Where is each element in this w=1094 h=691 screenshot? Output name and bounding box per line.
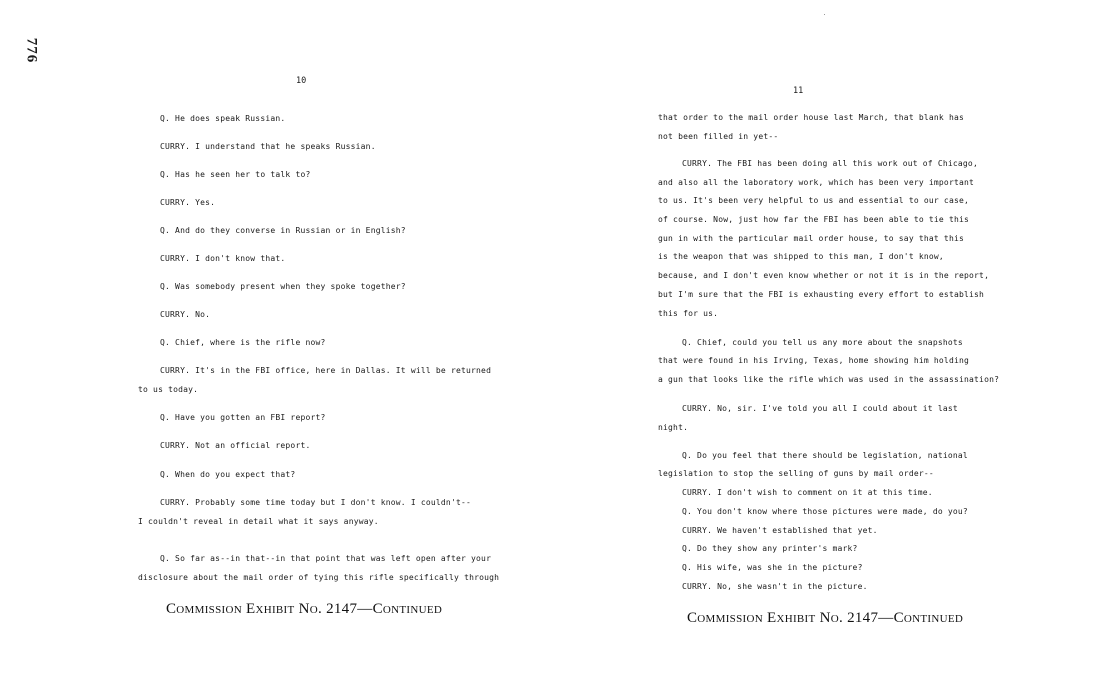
transcript-line: CURRY. We haven't established that yet. [682,526,878,535]
transcript-line: Q. So far as--in that--in that point that was left open after your [160,554,492,563]
transcript-line: CURRY. Yes. [160,198,216,207]
transcript-line: Q. And do they converse in Russian or in English? [160,226,406,235]
transcript-line: Q. Chief, where is the rifle now? [160,338,326,347]
transcript-line: CURRY. The FBI has been doing all this work out of Chicago, [682,159,978,168]
exhibit-caption: Commission Exhibit No. 2147—Continued [166,601,443,617]
transcript-line: CURRY. No, she wasn't in the picture. [682,582,868,591]
transcript-line: gun in with the particular mail order house, to say that this [658,234,965,243]
transcript-line: disclosure about the mail order of tying this rifle specifically through [138,573,500,582]
transcript-line: I couldn't reveal in detail what it says anyway. [138,517,379,526]
side-page-number: 776 [23,37,40,64]
transcript-line: this for us. [658,309,719,318]
transcript-line: legislation to stop the selling of guns by mail order-- [658,469,934,478]
transcript-line: of course. Now, just how far the FBI has been able to tie this [658,215,970,224]
transcript-line: Q. Has he seen her to talk to? [160,170,311,179]
transcript-line: CURRY. It's in the FBI office, here in Dallas. It will be returned [160,366,492,375]
transcript-line: a gun that looks like the rifle which was used in the assassination? [658,375,1000,384]
transcript-line: to us. It's been very helpful to us and essential to our case, [658,196,970,205]
page-number: 11 [793,86,804,96]
transcript-line: Q. When do you expect that? [160,470,296,479]
exhibit-caption: Commission Exhibit No. 2147—Continued [687,610,964,626]
transcript-line: because, and I don't even know whether or not it is in the report, [658,271,990,280]
transcript-line: that were found in his Irving, Texas, home showing him holding [658,356,970,365]
transcript-line: CURRY. Probably some time today but I don't know. I couldn't-- [160,498,472,507]
transcript-line: CURRY. No, sir. I've told you all I could about it last [682,404,958,413]
transcript-line: night. [658,423,689,432]
page-number: 10 [296,76,307,86]
transcript-line: Q. You don't know where those pictures were made, do you? [682,507,968,516]
transcript-line: Q. Chief, could you tell us any more about the snapshots [682,338,963,347]
transcript-line: not been filled in yet-- [658,132,779,141]
transcript-line: that order to the mail order house last March, that blank has [658,113,965,122]
transcript-line: CURRY. I understand that he speaks Russian. [160,142,376,151]
scan-speck [824,14,825,15]
transcript-line: is the weapon that was shipped to this man, I don't know, [658,252,944,261]
transcript-line: Q. He does speak Russian. [160,114,286,123]
transcript-line: Q. Was somebody present when they spoke together? [160,282,406,291]
transcript-line: Q. Do they show any printer's mark? [682,544,858,553]
transcript-line: and also all the laboratory work, which has been very important [658,178,975,187]
transcript-line: Q. Have you gotten an FBI report? [160,413,326,422]
transcript-line: CURRY. I don't wish to comment on it at this time. [682,488,933,497]
right-page [545,0,1094,691]
transcript-line: Q. His wife, was she in the picture? [682,563,863,572]
transcript-line: CURRY. Not an official report. [160,441,311,450]
transcript-line: Q. Do you feel that there should be legislation, national [682,451,968,460]
transcript-line: but I'm sure that the FBI is exhausting every effort to establish [658,290,985,299]
transcript-line: CURRY. No. [160,310,211,319]
left-page [0,0,540,691]
transcript-line: CURRY. I don't know that. [160,254,286,263]
transcript-line: to us today. [138,385,199,394]
